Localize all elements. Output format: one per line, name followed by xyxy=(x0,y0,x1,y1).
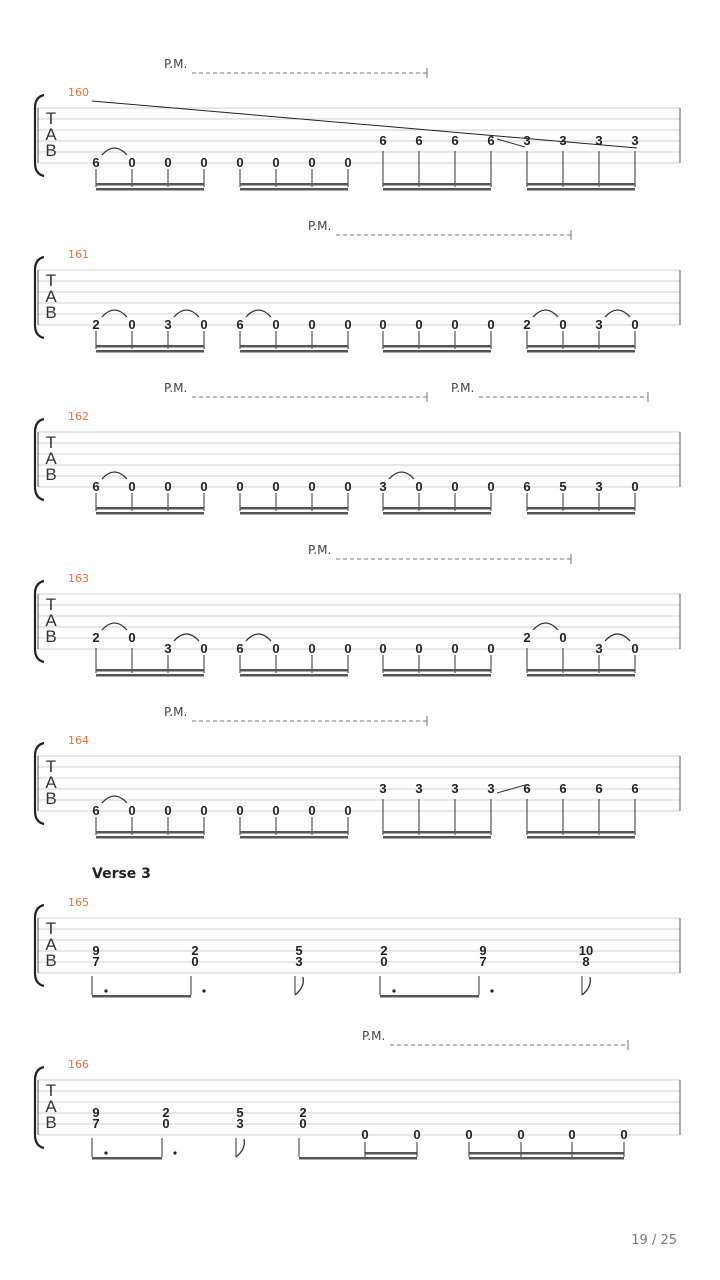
palm-mute-label: P.M. xyxy=(362,1029,386,1043)
fret-number: 6 xyxy=(236,641,244,656)
system-bracket xyxy=(35,743,44,824)
system-bracket xyxy=(35,905,44,986)
note-flag xyxy=(236,1139,244,1157)
beam-secondary xyxy=(240,836,348,839)
fret-number: 6 xyxy=(595,781,603,796)
fret-number: 3 xyxy=(164,641,172,656)
fret-number: 9 xyxy=(92,943,100,958)
system-bracket xyxy=(35,257,44,338)
beam-primary xyxy=(527,831,635,834)
beam-primary xyxy=(527,183,635,186)
palm-mute-label: P.M. xyxy=(308,543,332,557)
fret-number: 0 xyxy=(631,479,639,494)
fret-number: 0 xyxy=(236,155,244,170)
beam-primary xyxy=(240,507,348,510)
palm-mute-label: P.M. xyxy=(164,381,188,395)
fret-number: 6 xyxy=(415,133,423,148)
fret-number: 2 xyxy=(523,630,531,645)
fret-number: 0 xyxy=(236,479,244,494)
beam-secondary xyxy=(527,836,635,839)
fret-number: 3 xyxy=(631,133,639,148)
fret-number: 0 xyxy=(272,317,280,332)
fret-number: 8 xyxy=(582,954,590,969)
tab-clef-letter: A xyxy=(45,287,57,306)
fret-number: 0 xyxy=(415,641,423,656)
fret-number: 5 xyxy=(559,479,567,494)
fret-number: 3 xyxy=(415,781,423,796)
beam-primary xyxy=(527,345,635,348)
tab-clef-letter: A xyxy=(45,449,57,468)
system-bracket xyxy=(35,419,44,500)
fret-number: 0 xyxy=(272,155,280,170)
fret-number: 3 xyxy=(595,641,603,656)
fret-number: 0 xyxy=(308,803,316,818)
beam-primary xyxy=(380,995,479,998)
tab-clef-letter: T xyxy=(45,433,57,452)
fret-number: 0 xyxy=(344,803,352,818)
fret-number: 0 xyxy=(308,479,316,494)
beam-primary xyxy=(92,1157,162,1160)
beam-secondary xyxy=(383,512,491,515)
measure-number: 161 xyxy=(68,248,89,261)
beam-primary xyxy=(527,507,635,510)
beam-secondary xyxy=(383,674,491,677)
fret-number: 0 xyxy=(128,630,136,645)
tab-clef-letter: T xyxy=(45,919,57,938)
dot xyxy=(104,1151,107,1154)
tab-clef-letter: A xyxy=(45,611,57,630)
fret-number: 0 xyxy=(128,803,136,818)
beam-secondary xyxy=(365,1152,417,1155)
beam-primary xyxy=(96,507,204,510)
fret-number: 0 xyxy=(361,1127,369,1142)
beam-primary xyxy=(240,345,348,348)
fret-number: 0 xyxy=(164,479,172,494)
fret-number: 0 xyxy=(128,479,136,494)
system-bracket xyxy=(35,95,44,176)
fret-number: 2 xyxy=(380,943,388,958)
measure-number: 166 xyxy=(68,1058,89,1071)
tab-clef-letter: B xyxy=(45,1113,57,1132)
beam-primary xyxy=(240,831,348,834)
fret-number: 6 xyxy=(487,133,495,148)
fret-number: 0 xyxy=(272,479,280,494)
tab-clef-letter: B xyxy=(45,789,57,808)
beam-secondary xyxy=(469,1152,624,1155)
fret-number: 0 xyxy=(568,1127,576,1142)
fret-number: 0 xyxy=(415,317,423,332)
fret-number: 0 xyxy=(308,155,316,170)
beam-secondary xyxy=(240,674,348,677)
fret-number: 0 xyxy=(631,317,639,332)
tab-clef-letter: B xyxy=(45,951,57,970)
fret-number: 0 xyxy=(451,641,459,656)
palm-mute-label: P.M. xyxy=(164,57,188,71)
fret-number: 5 xyxy=(236,1105,244,1120)
fret-number: 0 xyxy=(272,641,280,656)
fret-number: 6 xyxy=(92,155,100,170)
dot xyxy=(173,1151,176,1154)
fret-number: 0 xyxy=(451,317,459,332)
fret-number: 3 xyxy=(236,1116,244,1131)
fret-number: 0 xyxy=(487,317,495,332)
dot xyxy=(392,989,395,992)
fret-number: 0 xyxy=(413,1127,421,1142)
fret-number: 6 xyxy=(379,133,387,148)
beam-secondary xyxy=(240,188,348,191)
beam-secondary xyxy=(527,188,635,191)
measure-number: 163 xyxy=(68,572,89,585)
fret-number: 0 xyxy=(308,641,316,656)
beam-primary xyxy=(527,669,635,672)
tab-clef-letter: A xyxy=(45,773,57,792)
note-flag xyxy=(295,977,303,995)
beam-secondary xyxy=(527,512,635,515)
beam-primary xyxy=(383,831,491,834)
tab-clef-letter: B xyxy=(45,141,57,160)
fret-number: 0 xyxy=(465,1127,473,1142)
beam-secondary xyxy=(96,350,204,353)
note-flag xyxy=(582,977,590,995)
fret-number: 10 xyxy=(578,943,594,958)
tab-clef-letter: T xyxy=(45,757,57,776)
section-label: Verse 3 xyxy=(92,866,151,882)
page-number: 19 / 25 xyxy=(631,1233,677,1248)
fret-number: 3 xyxy=(164,317,172,332)
fret-number: 6 xyxy=(92,479,100,494)
beam-secondary xyxy=(96,512,204,515)
beam-primary xyxy=(383,507,491,510)
fret-number: 7 xyxy=(92,954,100,969)
fret-number: 3 xyxy=(523,133,531,148)
fret-number: 0 xyxy=(487,479,495,494)
fret-number: 2 xyxy=(92,630,100,645)
beam-primary xyxy=(469,1157,624,1160)
tab-clef-letter: B xyxy=(45,465,57,484)
fret-number: 0 xyxy=(200,641,208,656)
tab-clef-letter: T xyxy=(45,109,57,128)
beam-secondary xyxy=(96,674,204,677)
fret-number: 3 xyxy=(451,781,459,796)
fret-number: 6 xyxy=(523,479,531,494)
fret-number: 6 xyxy=(92,803,100,818)
fret-number: 2 xyxy=(162,1105,170,1120)
tab-clef-letter: B xyxy=(45,627,57,646)
fret-number: 0 xyxy=(236,803,244,818)
fret-number: 0 xyxy=(191,954,199,969)
measure-number: 162 xyxy=(68,410,89,423)
slide-connector xyxy=(497,139,525,147)
tab-clef-letter: T xyxy=(45,271,57,290)
fret-number: 0 xyxy=(200,803,208,818)
beam-primary xyxy=(92,995,191,998)
beam-secondary xyxy=(240,512,348,515)
fret-number: 3 xyxy=(379,781,387,796)
dot xyxy=(490,989,493,992)
fret-number: 0 xyxy=(487,641,495,656)
fret-number: 0 xyxy=(164,803,172,818)
fret-number: 0 xyxy=(162,1116,170,1131)
fret-number: 0 xyxy=(415,479,423,494)
fret-number: 0 xyxy=(200,479,208,494)
fret-number: 9 xyxy=(92,1105,100,1120)
fret-number: 0 xyxy=(559,630,567,645)
fret-number: 5 xyxy=(295,943,303,958)
measure-number: 165 xyxy=(68,896,89,909)
beam-secondary xyxy=(527,674,635,677)
beam-primary xyxy=(383,345,491,348)
tab-clef-letter: B xyxy=(45,303,57,322)
fret-number: 3 xyxy=(295,954,303,969)
fret-number: 0 xyxy=(451,479,459,494)
fret-number: 7 xyxy=(479,954,487,969)
fret-number: 3 xyxy=(595,479,603,494)
tab-clef-letter: T xyxy=(45,1081,57,1100)
tab-clef-letter: A xyxy=(45,935,57,954)
beam-secondary xyxy=(96,188,204,191)
fret-number: 0 xyxy=(128,317,136,332)
fret-number: 0 xyxy=(379,317,387,332)
beam-primary xyxy=(240,669,348,672)
measure-number: 160 xyxy=(68,86,89,99)
measure-number: 164 xyxy=(68,734,89,747)
fret-number: 0 xyxy=(272,803,280,818)
beam-secondary xyxy=(383,836,491,839)
dot xyxy=(104,989,107,992)
beam-secondary xyxy=(96,836,204,839)
fret-number: 2 xyxy=(92,317,100,332)
fret-number: 2 xyxy=(191,943,199,958)
beam-primary xyxy=(96,669,204,672)
fret-number: 3 xyxy=(559,133,567,148)
fret-number: 0 xyxy=(200,317,208,332)
beam-primary xyxy=(96,345,204,348)
fret-number: 2 xyxy=(523,317,531,332)
fret-number: 0 xyxy=(344,155,352,170)
fret-number: 6 xyxy=(451,133,459,148)
fret-number: 0 xyxy=(344,479,352,494)
fret-number: 0 xyxy=(559,317,567,332)
fret-number: 0 xyxy=(380,954,388,969)
fret-number: 3 xyxy=(595,317,603,332)
tab-clef-letter: A xyxy=(45,125,57,144)
system-bracket xyxy=(35,581,44,662)
fret-number: 2 xyxy=(299,1105,307,1120)
beam-primary xyxy=(383,669,491,672)
dot xyxy=(202,989,205,992)
fret-number: 0 xyxy=(379,641,387,656)
beam-primary xyxy=(383,183,491,186)
beam-secondary xyxy=(240,350,348,353)
fret-number: 0 xyxy=(128,155,136,170)
fret-number: 0 xyxy=(620,1127,628,1142)
fret-number: 9 xyxy=(479,943,487,958)
fret-number: 0 xyxy=(631,641,639,656)
fret-number: 0 xyxy=(344,317,352,332)
fret-number: 0 xyxy=(164,155,172,170)
fret-number: 7 xyxy=(92,1116,100,1131)
fret-number: 0 xyxy=(517,1127,525,1142)
fret-number: 3 xyxy=(487,781,495,796)
fret-number: 6 xyxy=(523,781,531,796)
palm-mute-label: P.M. xyxy=(451,381,475,395)
beam-primary xyxy=(240,183,348,186)
fret-number: 6 xyxy=(631,781,639,796)
beam-primary xyxy=(299,1157,417,1160)
beam-secondary xyxy=(383,350,491,353)
fret-number: 0 xyxy=(308,317,316,332)
palm-mute-label: P.M. xyxy=(164,705,188,719)
tab-clef-letter: T xyxy=(45,595,57,614)
beam-primary xyxy=(96,831,204,834)
system-bracket xyxy=(35,1067,44,1148)
fret-number: 0 xyxy=(299,1116,307,1131)
beam-secondary xyxy=(383,188,491,191)
beam-secondary xyxy=(527,350,635,353)
fret-number: 3 xyxy=(379,479,387,494)
fret-number: 3 xyxy=(595,133,603,148)
fret-number: 0 xyxy=(200,155,208,170)
fret-number: 0 xyxy=(344,641,352,656)
fret-number: 6 xyxy=(559,781,567,796)
beam-primary xyxy=(96,183,204,186)
palm-mute-label: P.M. xyxy=(308,219,332,233)
tab-clef-letter: A xyxy=(45,1097,57,1116)
fret-number: 6 xyxy=(236,317,244,332)
